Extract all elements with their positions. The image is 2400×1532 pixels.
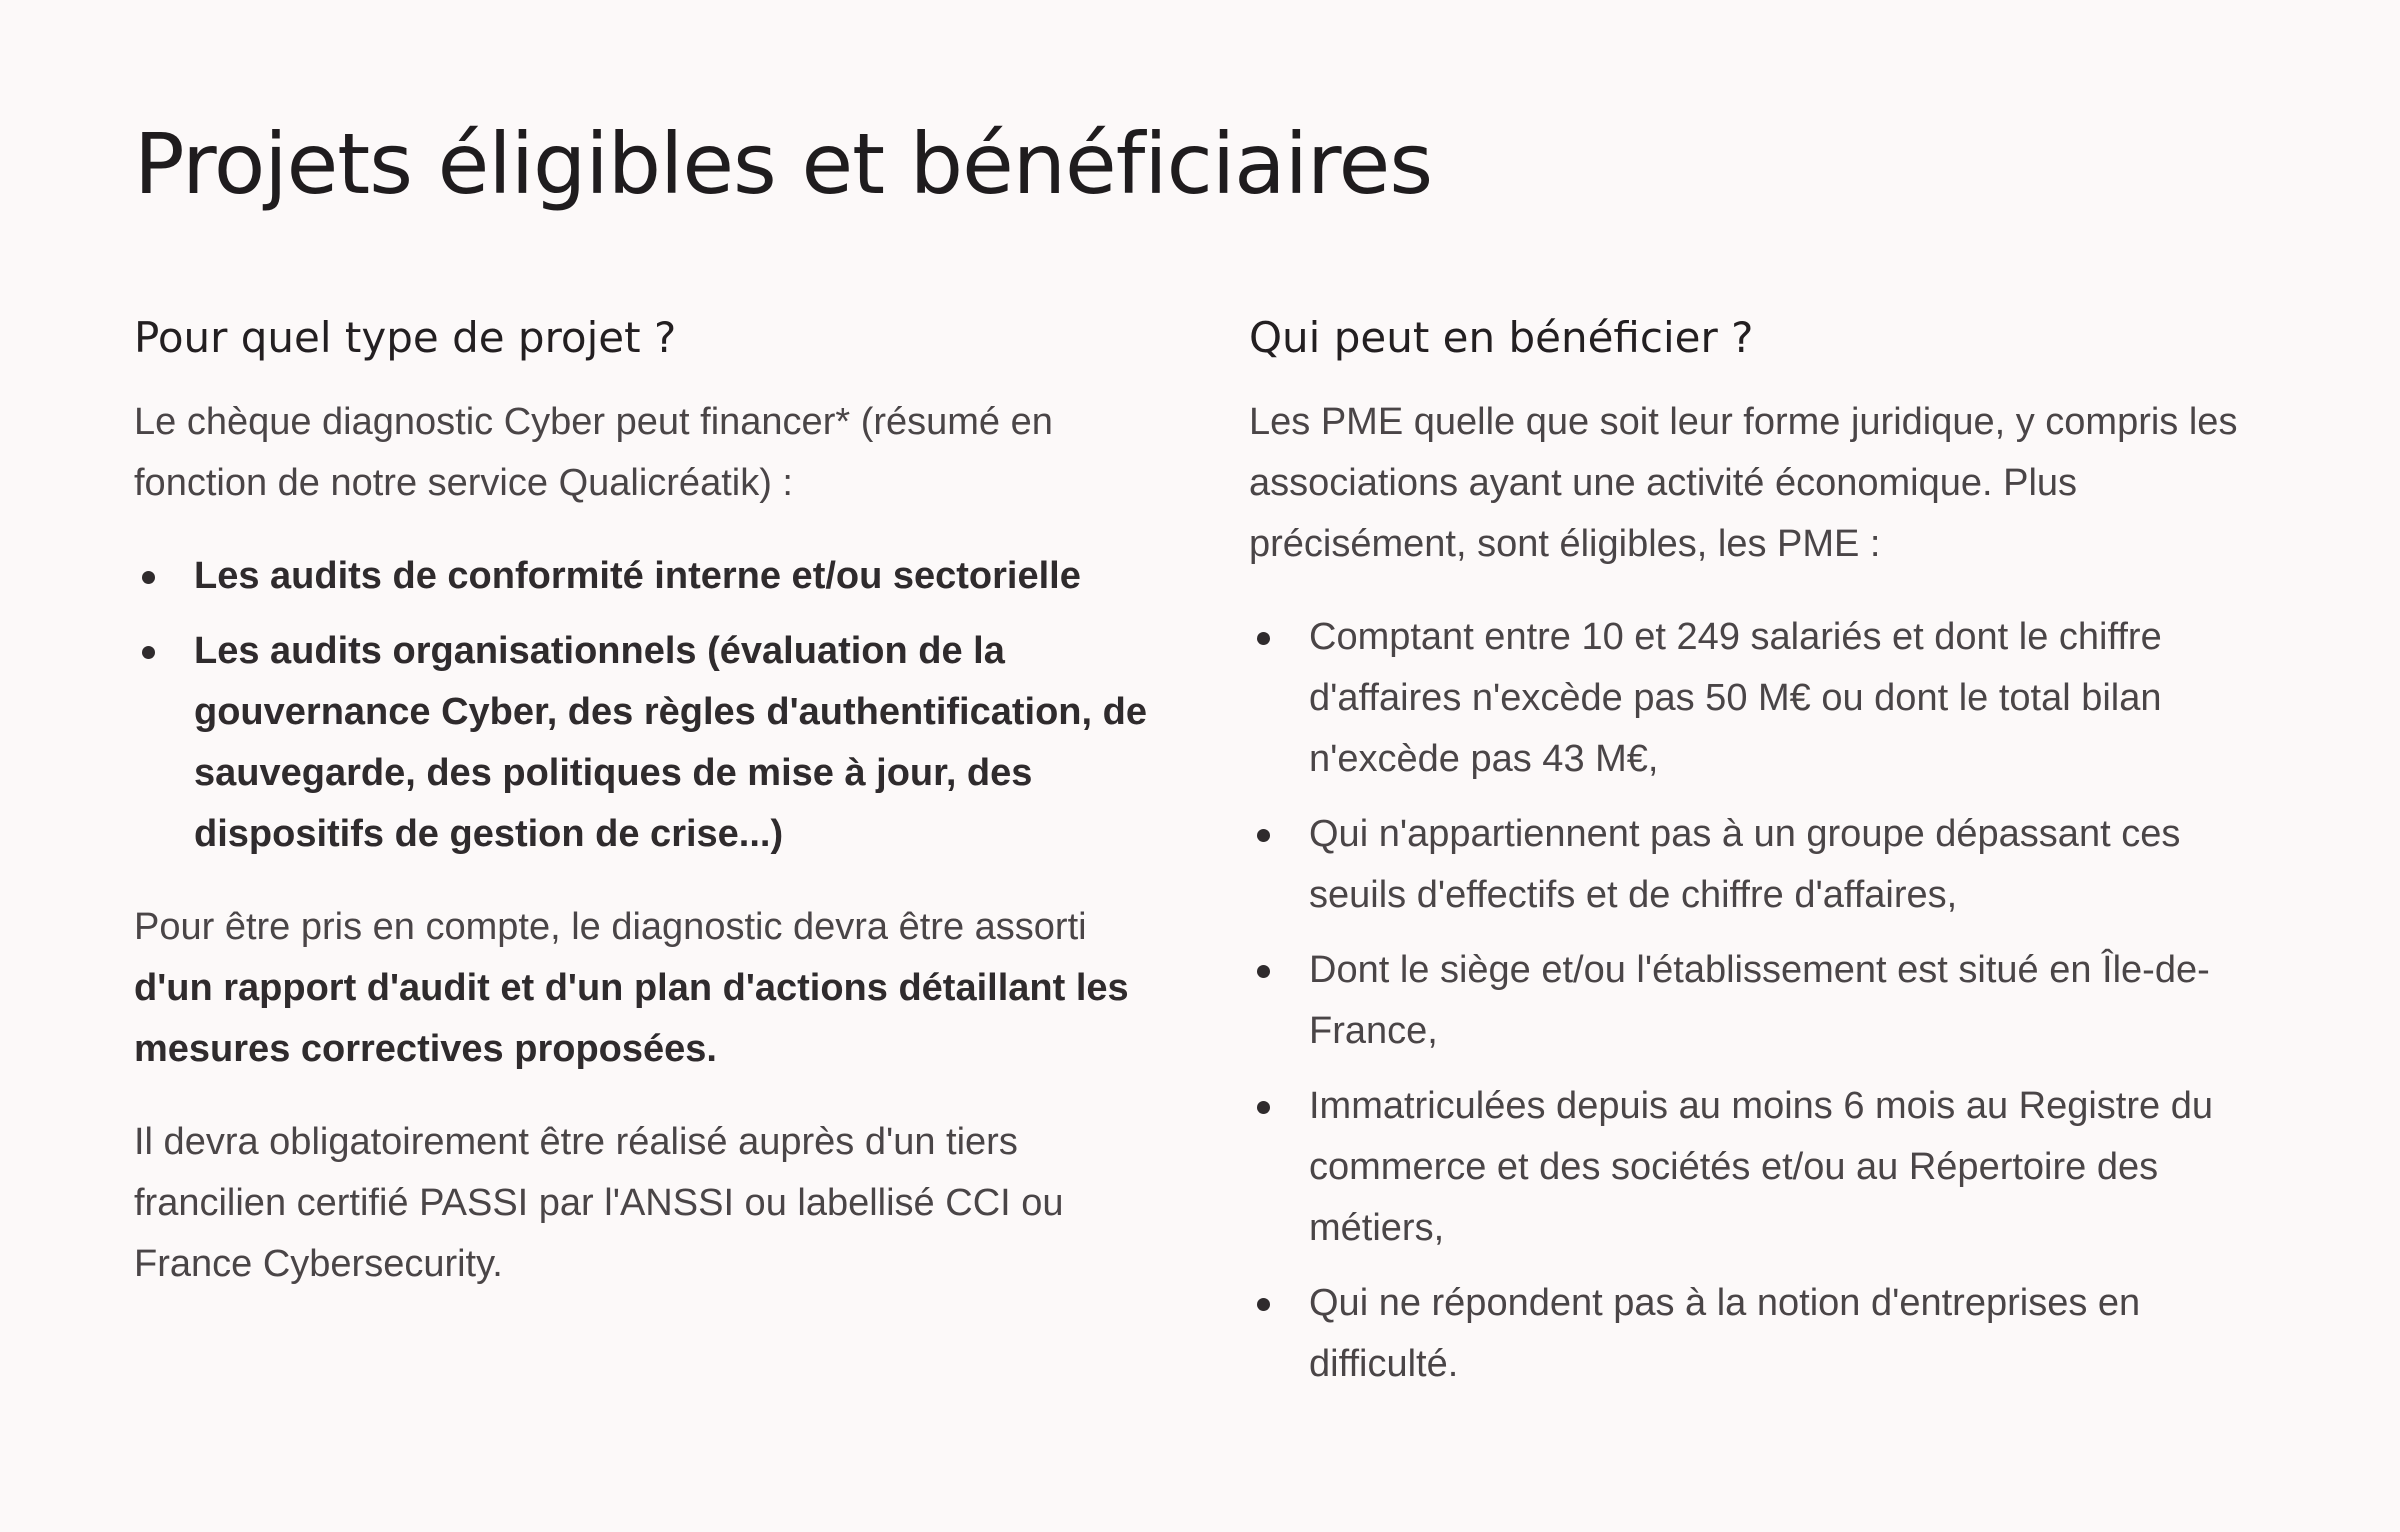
- list-item: [1249, 1076, 2274, 1259]
- bullet-icon: [1257, 829, 1270, 842]
- page-content: [134, 108, 2274, 1385]
- list-item: [134, 546, 1174, 607]
- list-item: [134, 621, 1174, 865]
- bullet-icon: [1257, 1298, 1270, 1311]
- list-item: [1249, 1273, 2274, 1395]
- provider-paragraph: Il devra obligatoirement être réalisé auprès d'un tiers francilien certifié PASSI par l'ANSSI ou labellisé CCI ou France Cybersecurity.: [134, 1121, 1064, 1285]
- list-item-text: Comptant entre 10 et 249 salariés et dont le chiffre d'affaires n'excède pas 50 M€ ou dont le total bilan n'excède pas 43 M€,: [1309, 616, 2162, 780]
- beneficiaries-heading: Qui peut en bénéficier ?: [1249, 313, 1754, 362]
- eligibility-list: [1249, 607, 2274, 1395]
- list-item-text: Qui ne répondent pas à la notion d'entreprises en difficulté.: [1309, 1282, 2141, 1385]
- bullet-icon: [1257, 632, 1270, 645]
- list-item-text: Qui n'appartiennent pas à un groupe dépassant ces seuils d'effectifs et de chiffre d'affaires,: [1309, 813, 2181, 916]
- beneficiaries-section: [1249, 306, 2274, 1427]
- bullet-icon: [142, 571, 155, 584]
- project-type-section: [134, 306, 1174, 1327]
- list-item: [1249, 607, 2274, 790]
- list-item: [1249, 804, 2274, 926]
- list-item-text: Les audits organisationnels (évaluation de la gouvernance Cyber, des règles d'authentification, de sauvegarde, des politiques de mise à jour, des dispositifs de gestion de crise...): [194, 630, 1147, 855]
- project-type-list: [134, 546, 1174, 865]
- bullet-icon: [1257, 965, 1270, 978]
- bullet-icon: [142, 646, 155, 659]
- requirement-emphasis: d'un rapport d'audit et d'un plan d'actions détaillant les mesures correctives proposées.: [134, 967, 1129, 1070]
- list-item-text: Les audits de conformité interne et/ou sectorielle: [194, 555, 1081, 597]
- list-item: [1249, 940, 2274, 1062]
- bullet-icon: [1257, 1101, 1270, 1114]
- beneficiaries-intro: Les PME quelle que soit leur forme juridique, y compris les associations ayant une activité économique. Plus précisément, sont éligibles, les PME :: [1249, 401, 2238, 565]
- page-title: Projets éligibles et bénéficiaires: [134, 115, 1433, 213]
- project-type-intro: Le chèque diagnostic Cyber peut financer* (résumé en fonction de notre service Qualicréatik) :: [134, 401, 1053, 504]
- requirement-text: Pour être pris en compte, le diagnostic devra être assorti: [134, 906, 1087, 948]
- requirement-paragraph: [134, 897, 1174, 1080]
- project-type-heading: Pour quel type de projet ?: [134, 313, 677, 362]
- list-item-text: Dont le siège et/ou l'établissement est situé en Île-de-France,: [1309, 949, 2210, 1052]
- list-item-text: Immatriculées depuis au moins 6 mois au Registre du commerce et des sociétés et/ou au Répertoire des métiers,: [1309, 1085, 2213, 1249]
